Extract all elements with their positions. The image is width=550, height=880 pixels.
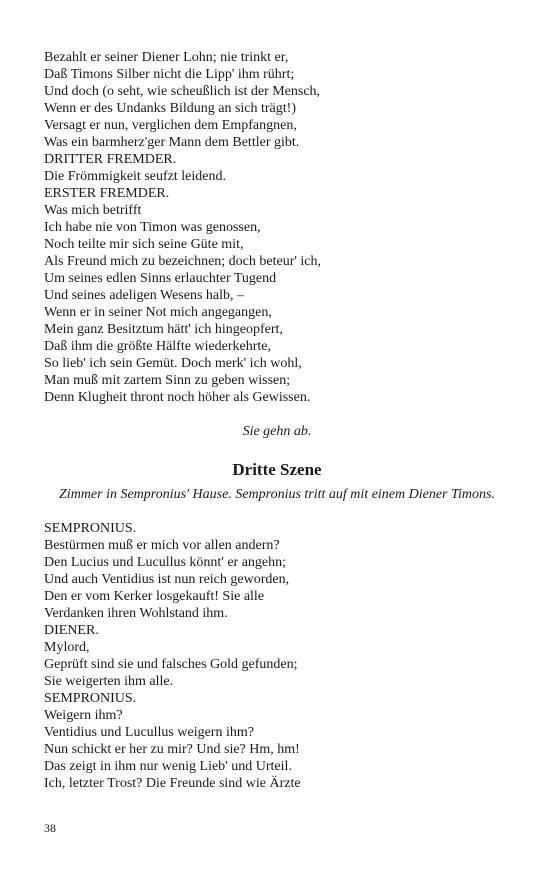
spacer [44, 406, 510, 423]
text-line: SEMPRONIUS. [44, 691, 137, 706]
text-line: Und doch (o seht, wie scheußlich ist der Mensch, [44, 84, 321, 99]
text-line: Um seines edlen Sinns erlauchter Tugend [44, 271, 277, 286]
verse-block-one [44, 49, 510, 406]
page-number: 38 [44, 821, 56, 835]
text-line: Mein ganz Besitztum hätt' ich hingeopfert, [44, 322, 283, 337]
text-line: Nun schickt er her zu mir? Und sie? Hm, hm! [44, 742, 300, 757]
text-line: Daß ihm die größte Hälfte wiederkehrte, [44, 339, 272, 354]
text-line: ERSTER FREMDER. [44, 186, 170, 201]
text-line: So lieb' ich sein Gemüt. Doch merk' ich wohl, [44, 356, 302, 371]
text-line: Wenn er des Undanks Bildung an sich trägt!) [44, 101, 296, 116]
text-line: Was ein barmherz'ger Mann dem Bettler gibt. [44, 135, 300, 150]
text-line: Ich habe nie von Timon was genossen, [44, 220, 261, 235]
text-line: DRITTER FREMDER. [44, 152, 177, 167]
scene-title: Dritte Szene [232, 460, 322, 479]
text-line: Den Lucius und Lucullus könnt' er angehn; [44, 555, 287, 570]
text-line: Wenn er in seiner Not mich angegangen, [44, 305, 272, 320]
text-line: Was mich betrifft [44, 203, 142, 218]
text-line: Sie weigerten ihm alle. [44, 674, 174, 689]
text-line: Als Freund mich zu bezeichnen; doch beteur' ich, [44, 254, 321, 269]
text-line: Weigern ihm? [44, 708, 123, 723]
text-line: Und seines adeligen Wesens halb, – [44, 288, 245, 303]
text-line: Und auch Ventidius ist nun reich geworden, [44, 572, 290, 587]
page-content [44, 49, 510, 792]
stage-direction-exit: Sie gehn ab. [242, 424, 312, 439]
text-line: Das zeigt in ihm nur wenig Lieb' und Urteil. [44, 759, 292, 774]
text-line: Daß Timons Silber nicht die Lipp' ihm rührt; [44, 67, 295, 82]
verse-block-two [44, 520, 510, 792]
spacer [44, 503, 510, 520]
text-line: Bezahlt er seiner Diener Lohn; nie trinkt er, [44, 50, 289, 65]
text-line: DIENER. [44, 623, 99, 638]
text-line: Noch teilte mir sich seine Güte mit, [44, 237, 244, 252]
scene-description: Zimmer in Sempronius' Hause. Sempronius tritt auf mit einem Diener Timons. [59, 487, 495, 502]
text-line: Man muß mit zartem Sinn zu geben wissen; [44, 373, 291, 388]
text-line: Geprüft sind sie und falsches Gold gefunden; [44, 657, 298, 672]
text-line: Verdanken ihren Wohlstand ihm. [44, 606, 228, 621]
text-line: Die Frömmigkeit seufzt leidend. [44, 169, 226, 184]
text-line: Denn Klugheit thront noch höher als Gewissen. [44, 390, 311, 405]
text-line: SEMPRONIUS. [44, 521, 137, 536]
text-line: Ventidius und Lucullus weigern ihm? [44, 725, 254, 740]
text-line: Ich, letzter Trost? Die Freunde sind wie Ärzte [44, 776, 301, 791]
text-line: Versagt er nun, verglichen dem Empfangnen, [44, 118, 297, 133]
text-line: Den er vom Kerker losgekauft! Sie alle [44, 589, 265, 604]
spacer [44, 440, 510, 457]
text-line: Mylord, [44, 640, 90, 655]
text-line: Bestürmen muß er mich vor allen andern? [44, 538, 280, 553]
